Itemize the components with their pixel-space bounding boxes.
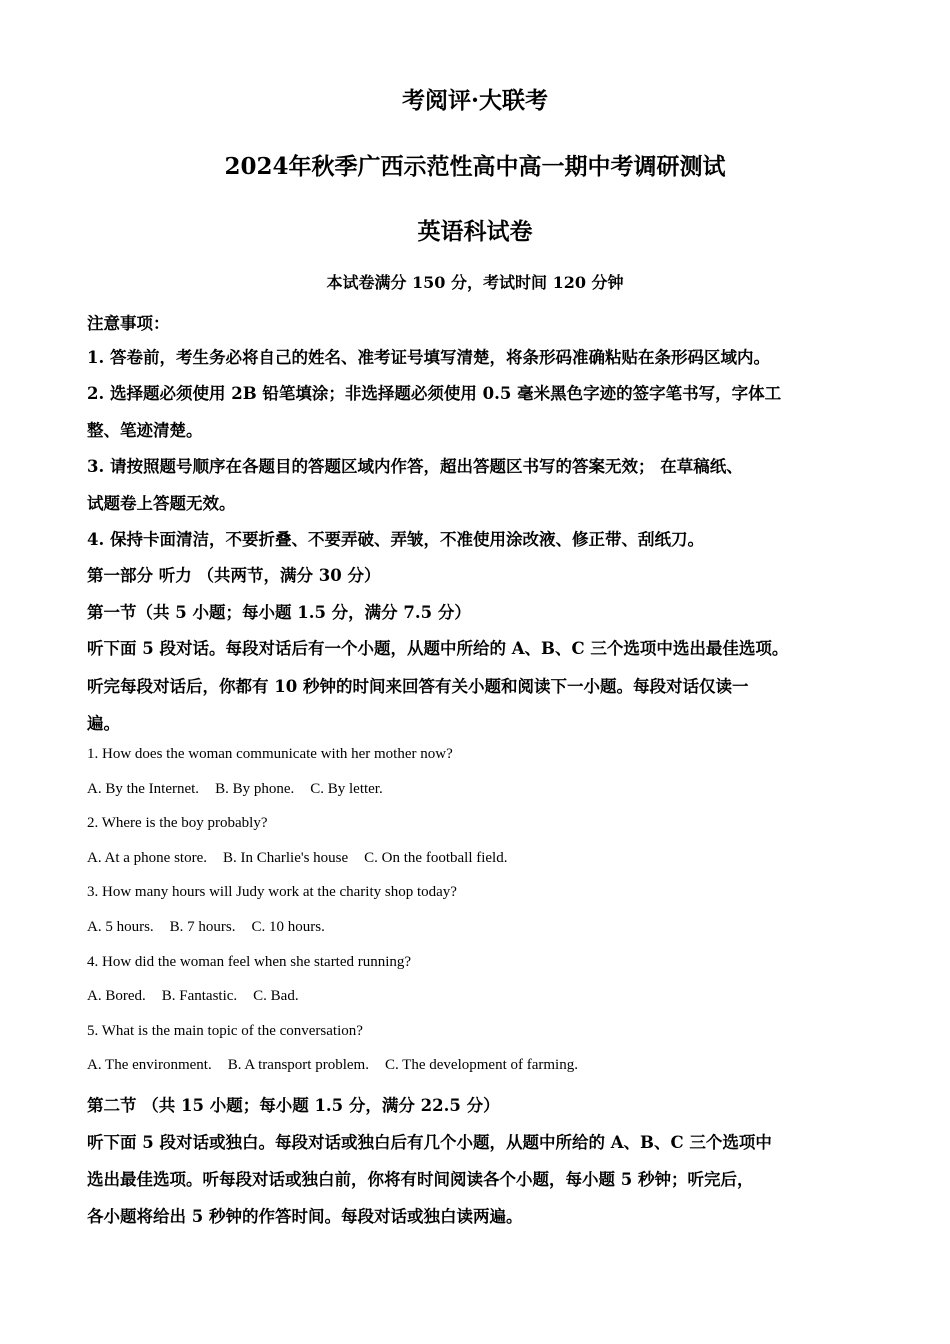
option-b: B. 7 hours. [169,919,236,935]
option-a: A. At a phone store. [87,850,207,866]
exam-brand: 考阅评·大联考 [401,87,548,114]
question-4-options [87,988,299,1005]
section1-heading: 第一节（共 5 小题；每小题 1.5 分，满分 7.5 分） [87,603,471,622]
section2-instructions: 听下面 5 段对话或独白。每段对话或独白后有几个小题，从题中所给的 A、B、C 三个选项中 [87,1133,772,1152]
option-b: B. In Charlie's house [222,850,349,866]
option-b: B. Fantastic. [161,988,238,1004]
notes-heading: 注意事项： [87,314,170,333]
note-item-4: 4. 保持卡面清洁，不要折叠、不要弄破、弄皱，不准使用涂改液、修正带、刮纸刀。 [87,530,704,549]
option-c: C. Bad. [253,988,299,1004]
option-a: A. Bored. [87,988,146,1004]
option-a: A. By the Internet. [87,781,200,797]
question-1-options [87,781,383,798]
question-1-stem: 1. How does the woman communicate with her mother now? [87,746,453,762]
option-b: B. A transport problem. [227,1057,369,1073]
note-item-3: 3. 请按照题号顺序在各题目的答题区域内作答，超出答题区书写的答案无效； 在草稿纸、 [87,457,743,476]
section1-instructions: 听下面 5 段对话。每段对话后有一个小题，从题中所给的 A、B、C 三个选项中选出最佳选项。 [87,639,789,658]
question-3-stem: 3. How many hours will Judy work at the charity shop today? [87,884,457,900]
note-item-2: 2. 选择题必须使用 2B 铅笔填涂；非选择题必须使用 0.5 毫米黑色字迹的签字笔书写，字体工 [87,384,782,403]
question-5-options [87,1057,578,1074]
exam-title: 2024年秋季广西示范性高中高一期中考调研测试 [224,153,726,180]
option-a: A. 5 hours. [87,919,154,935]
note-item-2-cont: 整、笔迹清楚。 [87,421,203,440]
section2-heading: 第二节 （共 15 小题；每小题 1.5 分，满分 22.5 分） [87,1096,500,1115]
option-c: C. By letter. [310,781,383,797]
option-c: C. 10 hours. [251,919,325,935]
question-3-options [87,919,325,936]
question-5-stem: 5. What is the main topic of the conversation? [87,1023,363,1039]
option-a: A. The environment. [87,1057,212,1073]
note-item-1: 1. 答卷前，考生务必将自己的姓名、准考证号填写清楚，将条形码准确粘贴在条形码区域内。 [87,348,770,367]
question-2-stem: 2. Where is the boy probably? [87,815,268,831]
exam-subject: 英语科试卷 [417,218,533,245]
question-2-options [87,850,507,867]
section1-instructions-cont: 听完每段对话后，你都有 10 秒钟的时间来回答有关小题和阅读下一小题。每段对话仅读一 [87,677,749,696]
exam-score-time: 本试卷满分 150 分，考试时间 120 分钟 [326,273,624,292]
part1-heading: 第一部分 听力 （共两节，满分 30 分） [87,566,381,585]
section2-instructions-cont: 选出最佳选项。听每段对话或独白前，你将有时间阅读各个小题，每小题 5 秒钟；听完后， [87,1170,754,1189]
question-4-stem: 4. How did the woman feel when she started running? [87,954,412,970]
section2-instructions-end: 各小题将给出 5 秒钟的作答时间。每段对话或独白读两遍。 [87,1207,523,1226]
option-c: C. The development of farming. [384,1057,578,1073]
section1-instructions-end: 遍。 [87,714,120,733]
option-c: C. On the football field. [364,850,508,866]
option-b: B. By phone. [215,781,295,797]
note-item-3-cont: 试题卷上答题无效。 [87,494,236,513]
